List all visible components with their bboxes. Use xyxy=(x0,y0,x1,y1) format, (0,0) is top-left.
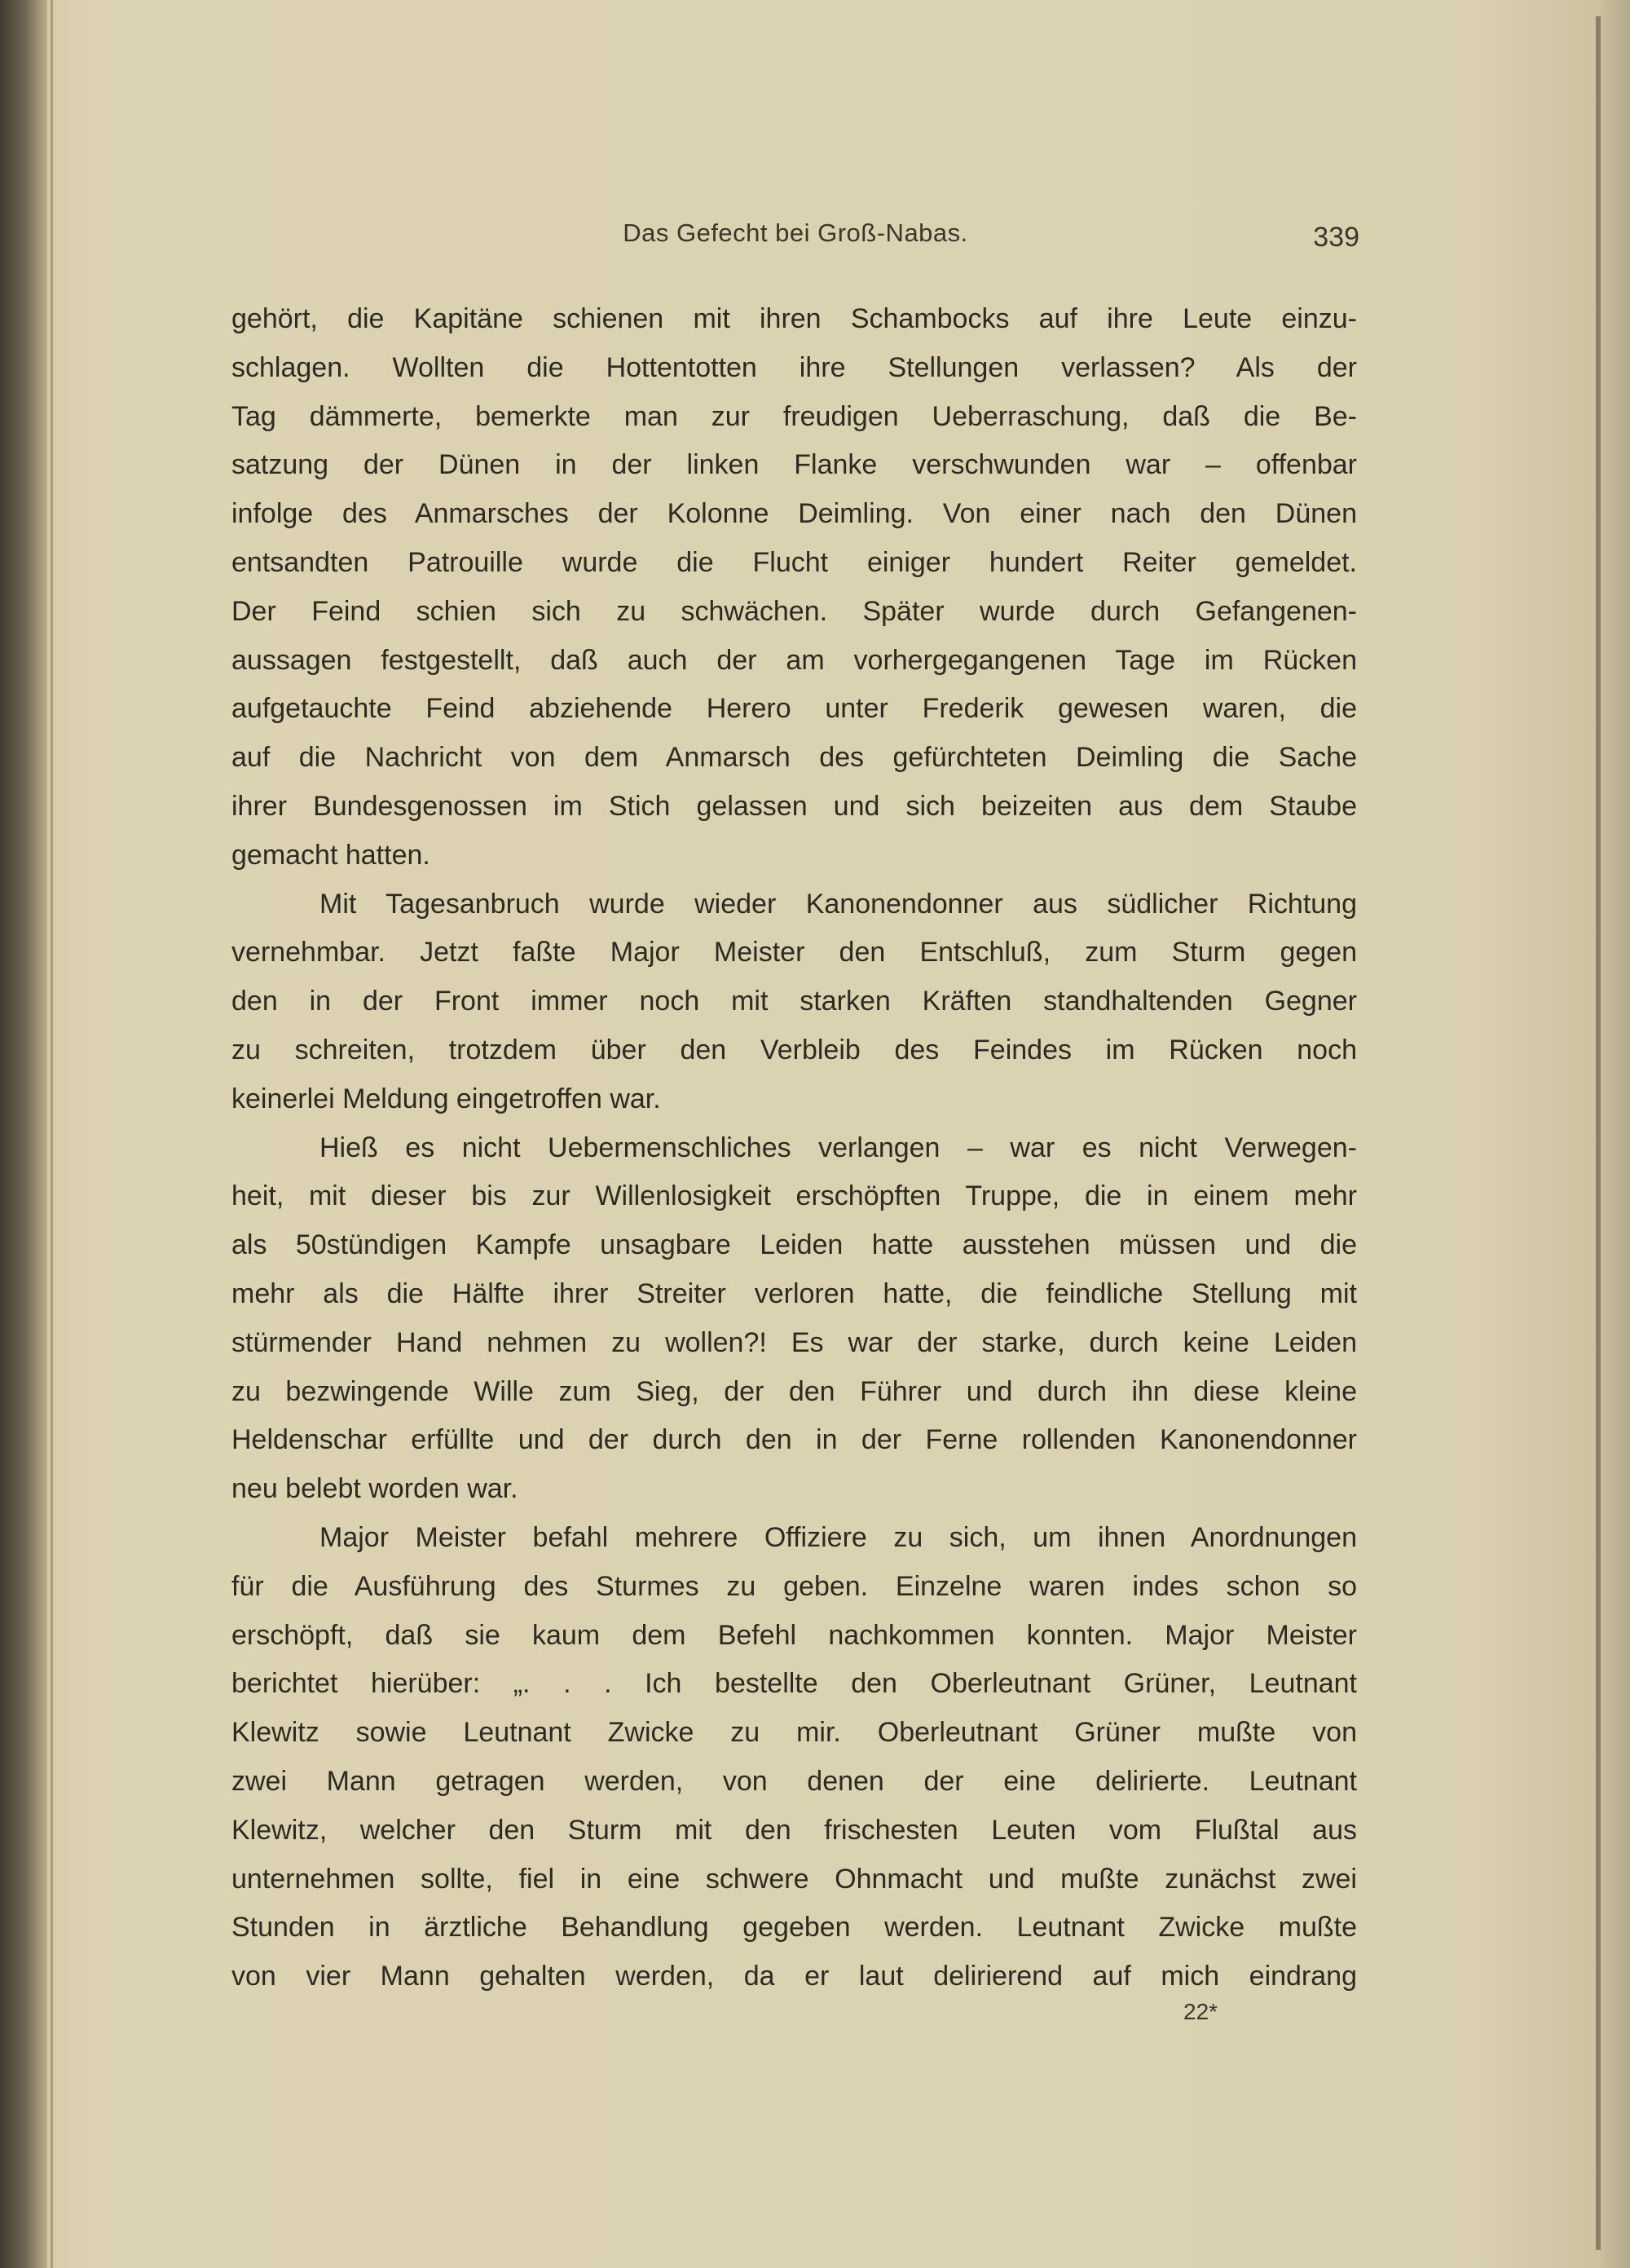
text-line: als 50stündigen Kampfe unsagbare Leiden hatte ausstehen müssen und die xyxy=(231,1229,1357,1261)
text-line: auf die Nachricht von dem Anmarsch des gefürchteten Deimling die Sache xyxy=(231,742,1357,774)
book-cover-edge xyxy=(1601,0,1630,2268)
text-line: mehr als die Hälfte ihrer Streiter verloren hatte, die feindliche Stellung mit xyxy=(231,1277,1357,1309)
text-line: heit, mit dieser bis zur Willenlosigkeit erschöpften Truppe, die in einem mehr xyxy=(231,1180,1357,1212)
text-line: zu bezwingende Wille zum Sieg, der den Führer und durch ihn diese kleine xyxy=(231,1375,1357,1407)
text-line: gemacht hatten. xyxy=(231,839,430,871)
text-line: Major Meister befahl mehrere Offiziere zu sich, um ihnen Anordnungen xyxy=(319,1521,1357,1553)
body-text xyxy=(231,295,1357,2001)
text-line: infolge des Anmarsches der Kolonne Deimling. Von einer nach den Dünen xyxy=(231,498,1357,530)
text-line: erschöpft, daß sie kaum dem Befehl nachkommen konnten. Major Meister xyxy=(231,1619,1357,1651)
page-number: 339 xyxy=(1313,222,1359,253)
text-line: Klewitz sowie Leutnant Zwicke zu mir. Oberleutnant Grüner mußte von xyxy=(231,1717,1357,1749)
running-title: Das Gefecht bei Groß-Nabas. xyxy=(623,218,968,247)
gutter-line xyxy=(51,0,53,2268)
text-line: aufgetauchte Feind abziehende Herero unter Frederik gewesen waren, die xyxy=(231,693,1357,725)
text-line: satzung der Dünen in der linken Flanke verschwunden war – offenbar xyxy=(231,449,1357,481)
signature-mark: 22* xyxy=(1183,1999,1218,2024)
running-header xyxy=(231,218,1359,259)
text-line: berichtet hierüber: „. . . Ich bestellte den Oberleutnant Grüner, Leutnant xyxy=(231,1668,1357,1700)
text-line: aussagen festgestellt, daß auch der am vorhergegangenen Tage im Rücken xyxy=(231,644,1357,676)
text-line: zu schreiten, trotzdem über den Verbleib des Feindes im Rücken noch xyxy=(231,1034,1357,1066)
text-line: stürmender Hand nehmen zu wollen?! Es war der starke, durch keine Leiden xyxy=(231,1326,1357,1358)
text-line: entsandten Patrouille wurde die Flucht einiger hundert Reiter gemeldet. xyxy=(231,546,1357,578)
text-line: ihrer Bundesgenossen im Stich gelassen und sich beizeiten aus dem Staube xyxy=(231,790,1357,822)
text-line: unternehmen sollte, fiel in eine schwere Ohnmacht und mußte zunächst zwei xyxy=(231,1863,1357,1895)
text-line: Tag dämmerte, bemerkte man zur freudigen Ueberraschung, daß die Be- xyxy=(231,400,1357,432)
paragraph xyxy=(231,880,1357,1124)
text-line: gehört, die Kapitäne schienen mit ihren Schambocks auf ihre Leute einzu- xyxy=(231,303,1357,334)
paragraph xyxy=(231,1124,1357,1514)
text-line: Mit Tagesanbruch wurde wieder Kanonendonner aus südlicher Richtung xyxy=(319,888,1357,920)
text-line: Hieß es nicht Uebermenschliches verlangen – war es nicht Verwegen- xyxy=(319,1132,1357,1163)
text-line: Heldenschar erfüllte und der durch den in der Ferne rollenden Kanonendonner xyxy=(231,1424,1357,1456)
paragraph xyxy=(231,295,1357,880)
text-line: keinerlei Meldung eingetroffen war. xyxy=(231,1083,661,1114)
text-line: schlagen. Wollten die Hottentotten ihre Stellungen verlassen? Als der xyxy=(231,351,1357,383)
text-line: zwei Mann getragen werden, von denen der eine delirierte. Leutnant xyxy=(231,1765,1357,1797)
text-line: neu belebt worden war. xyxy=(231,1473,518,1505)
paragraph xyxy=(231,1514,1357,2001)
text-line: Der Feind schien sich zu schwächen. Später wurde durch Gefangenen- xyxy=(231,595,1357,627)
text-line: Stunden in ärztliche Behandlung gegeben werden. Leutnant Zwicke mußte xyxy=(231,1912,1357,1944)
book-binding xyxy=(0,0,47,2268)
text-line: von vier Mann gehalten werden, da er laut delirierend auf mich eindrang xyxy=(231,1961,1357,1992)
text-line: den in der Front immer noch mit starken Kräften standhaltenden Gegner xyxy=(231,986,1357,1017)
text-line: vernehmbar. Jetzt faßte Major Meister den Entschluß, zum Sturm gegen xyxy=(231,937,1357,969)
text-line: Klewitz, welcher den Sturm mit den frischesten Leuten vom Flußtal aus xyxy=(231,1814,1357,1846)
text-line: für die Ausführung des Sturmes zu geben. Einzelne waren indes schon so xyxy=(231,1570,1357,1602)
